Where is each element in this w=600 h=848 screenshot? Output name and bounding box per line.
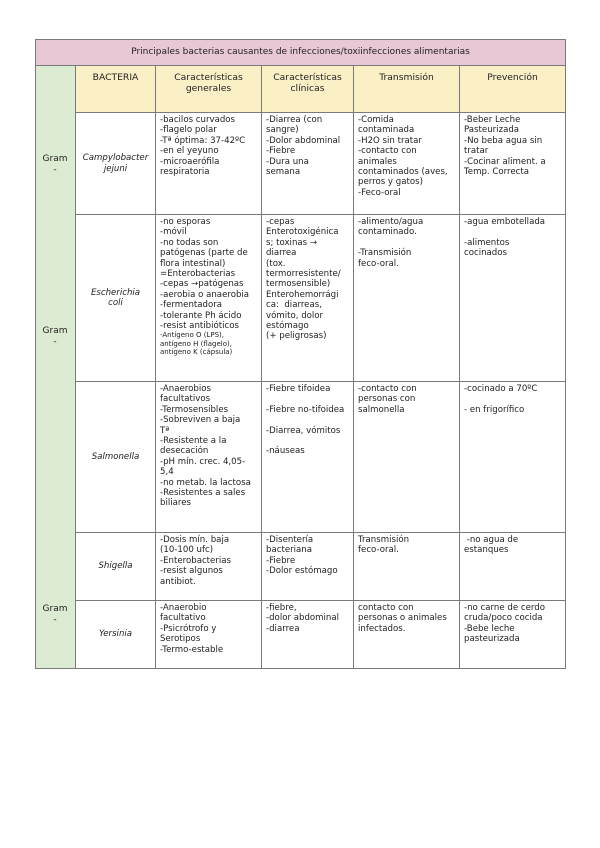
cell-line: -cepas →patógenas	[160, 279, 244, 290]
cell-line: antígeno K (cápsula)	[160, 347, 233, 356]
cell-line: estómago	[266, 321, 309, 332]
cell-line: -dolor abdominal	[266, 613, 340, 624]
cell-line: -Bebe leche	[464, 623, 515, 634]
cell-line: biliares	[160, 498, 191, 509]
cell-line: (10-100 ufc)	[160, 545, 214, 556]
cell-line: Enterotoxigénica	[266, 227, 339, 238]
cell-line: s; toxinas →	[266, 237, 318, 248]
prevention-cell	[460, 382, 566, 533]
cell-line: personas con	[358, 394, 416, 405]
cell-line: -aerobia o anaerobia	[160, 289, 250, 300]
cell-line: -náuseas	[266, 446, 305, 457]
transmission-cell	[354, 382, 460, 533]
clinical-cell	[262, 533, 354, 601]
cell-line: contaminado.	[358, 227, 417, 238]
general-cell	[156, 215, 262, 382]
cell-line: -bacilos curvados	[160, 115, 236, 125]
cell-line: -pH mín. crec. 4,05-	[160, 456, 246, 467]
bacteria-name: Campylobacter jejuni	[76, 113, 156, 215]
general-cell	[156, 113, 262, 215]
cell-line: -móvil	[160, 227, 187, 238]
prevention-cell	[460, 601, 566, 669]
cell-line: contacto con	[358, 603, 414, 613]
transmission-cell	[354, 113, 460, 215]
cell-line: -Diarrea (con	[266, 115, 323, 125]
cell-line: -No beba agua sin	[464, 135, 543, 146]
header-prevention: Prevención	[460, 66, 566, 113]
cell-line: -no esporas	[160, 217, 211, 227]
cell-line: tratar	[464, 146, 489, 157]
table-title: Principales bacterias causantes de infecciones/toxiinfecciones alimentarias	[36, 40, 566, 66]
cell-line: (+ peligrosas)	[266, 331, 327, 342]
cell-line: -Comida	[358, 115, 394, 125]
prevention-cell	[460, 215, 566, 382]
cell-line	[464, 227, 561, 237]
transmission-cell	[354, 215, 460, 382]
header-row	[36, 66, 566, 113]
cell-line: facultativos	[160, 394, 211, 405]
table-row	[36, 533, 566, 601]
clinical-cell	[262, 601, 354, 669]
cell-line: (tox.	[266, 258, 286, 269]
cell-line: -H2O sin tratar	[358, 135, 422, 146]
cell-line: -Fiebre	[266, 146, 296, 157]
cell-line: salmonella	[358, 404, 405, 415]
cell-line: -cepas	[266, 217, 295, 227]
cell-line: -Termosensibles	[160, 404, 229, 415]
header-clinical: Características clínicas	[262, 66, 354, 113]
header-transmission: Transmisión	[354, 66, 460, 113]
clinical-cell	[262, 113, 354, 215]
cell-line: termorresistente/	[266, 269, 341, 280]
cell-line	[464, 394, 561, 404]
cell-line: -Psicrótrofo y	[160, 623, 217, 634]
cell-line: -alimento/agua	[358, 217, 424, 227]
title-row	[36, 40, 566, 66]
cell-line: Tª	[160, 425, 170, 436]
cell-line: perros y gatos)	[358, 177, 423, 188]
cell-line: cocinados	[464, 248, 507, 259]
bacteria-table	[35, 39, 566, 669]
cell-line: -Sobreviven a baja	[160, 415, 241, 426]
prevention-cell	[460, 113, 566, 215]
cell-line: -Fiebre tifoidea	[266, 384, 331, 394]
gram-label: Gram -	[42, 154, 68, 175]
cell-line: -cocinado a 70ºC	[464, 384, 538, 394]
cell-line: -Dolor abdominal	[266, 135, 341, 146]
cell-line: vómito, dolor	[266, 310, 324, 321]
cell-line: sangre)	[266, 125, 299, 136]
cell-line: -Fiebre no-tifoidea	[266, 404, 345, 415]
table-row	[36, 601, 566, 669]
cell-line: animales	[358, 156, 397, 167]
cell-line: -Dolor estómago	[266, 566, 338, 577]
cell-line: -fiebre,	[266, 603, 297, 613]
general-cell	[156, 601, 262, 669]
bacteria-name: Salmonella	[76, 382, 156, 533]
bacteria-name: Yersinia	[76, 601, 156, 669]
cell-line: -Feco-oral	[358, 187, 401, 198]
cell-line: feco-oral.	[358, 258, 399, 269]
cell-line: facultativo	[160, 613, 206, 624]
cell-line: -Enterobacterias	[160, 555, 232, 566]
clinical-cell	[262, 215, 354, 382]
cell-line: -alimentos	[464, 237, 510, 248]
cell-line: ca: diarreas,	[266, 300, 322, 311]
cell-line: 5,4	[160, 467, 174, 478]
cell-line: -Disentería	[266, 535, 314, 545]
transmission-cell	[354, 533, 460, 601]
cell-line: semana	[266, 167, 301, 178]
cell-line: feco-oral.	[358, 545, 399, 556]
cell-line: -tolerante Ph ácido	[160, 310, 242, 321]
cell-line: termosensible)	[266, 279, 331, 290]
cell-line: -resist antibióticos	[160, 321, 239, 332]
gram-label: Gram -	[42, 326, 68, 347]
cell-line: -Fiebre	[266, 555, 296, 566]
cell-line: -Beber Leche	[464, 115, 521, 125]
cell-line: bacteriana	[266, 545, 313, 556]
cell-line: estanques	[464, 545, 509, 556]
cell-line: -Dosis mín. baja	[160, 535, 230, 545]
cell-line: -flagelo polar	[160, 125, 217, 136]
cell-line: Enterohemorrági	[266, 289, 339, 300]
cell-line: -contacto con	[358, 146, 417, 157]
cell-line: -agua embotellada	[464, 217, 546, 227]
cell-line: - en frigorífico	[464, 404, 525, 415]
cell-line: -diarrea	[266, 623, 300, 634]
cell-line: -Diarrea, vómitos	[266, 425, 341, 436]
cell-line: -Resistente a la	[160, 436, 227, 447]
cell-line: -no metab. la lactosa	[160, 477, 251, 488]
cell-line: -Anaerobio	[160, 603, 207, 613]
cell-line: antibiot.	[160, 576, 196, 587]
general-cell	[156, 382, 262, 533]
gram-label: Gram -	[42, 604, 68, 625]
cell-line: Temp. Correcta	[464, 167, 529, 178]
clinical-cell	[262, 382, 354, 533]
cell-line: -contacto con	[358, 384, 417, 394]
cell-line: contaminados (aves,	[358, 167, 448, 178]
cell-line: -Dura una	[266, 156, 309, 167]
cell-line: -fermentadora	[160, 300, 223, 311]
bacteria-name: Escherichia coli	[76, 215, 156, 382]
cell-line: -no agua de	[464, 535, 519, 545]
cell-line	[266, 415, 349, 425]
cell-line	[266, 436, 349, 446]
cell-line: pasteurizada	[464, 634, 520, 645]
general-cell	[156, 533, 262, 601]
cell-line: Serotipos	[160, 634, 201, 645]
transmission-cell	[354, 601, 460, 669]
cell-line: Transmisión	[358, 535, 410, 545]
cell-line: -Antígeno O (LPS),	[160, 331, 224, 340]
table-row	[36, 382, 566, 533]
cell-line: patógenas (parte de	[160, 248, 248, 259]
cell-line: -Resistentes a sales	[160, 488, 246, 499]
cell-line: desecación	[160, 446, 209, 457]
cell-line: -en el yeyuno	[160, 146, 219, 157]
table-row	[36, 113, 566, 215]
cell-line: flora intestinal)	[160, 258, 226, 269]
bacteria-name: Shigella	[76, 533, 156, 601]
cell-line: personas o animales	[358, 613, 447, 624]
cell-line: infectados.	[358, 623, 406, 634]
header-general: Características generales	[156, 66, 262, 113]
cell-line: cruda/poco cocida	[464, 613, 543, 624]
cell-line	[266, 394, 349, 404]
cell-line: -resist algunos	[160, 566, 223, 577]
cell-line: -Cocinar aliment. a	[464, 156, 546, 167]
cell-line: -microaerófila	[160, 156, 220, 167]
cell-line: -no todas son	[160, 237, 219, 248]
cell-line	[358, 238, 455, 248]
header-bacteria: BACTERIA	[76, 66, 156, 113]
cell-line: -Tª óptima: 37-42ºC	[160, 135, 246, 146]
cell-line: -Termo-estable	[160, 644, 224, 655]
cell-line: -Anaerobios	[160, 384, 211, 394]
prevention-cell	[460, 533, 566, 601]
cell-line: -no carne de cerdo	[464, 603, 545, 613]
cell-line: antígeno H (flagelo),	[160, 339, 232, 348]
cell-line: Pasteurizada	[464, 125, 520, 136]
cell-line: diarrea	[266, 248, 297, 259]
table-row	[36, 215, 566, 382]
cell-line: respiratoria	[160, 167, 210, 178]
cell-line: =Enterobacterias	[160, 269, 236, 280]
cell-line: -Transmisión	[358, 248, 412, 259]
cell-line: contaminada	[358, 125, 415, 136]
